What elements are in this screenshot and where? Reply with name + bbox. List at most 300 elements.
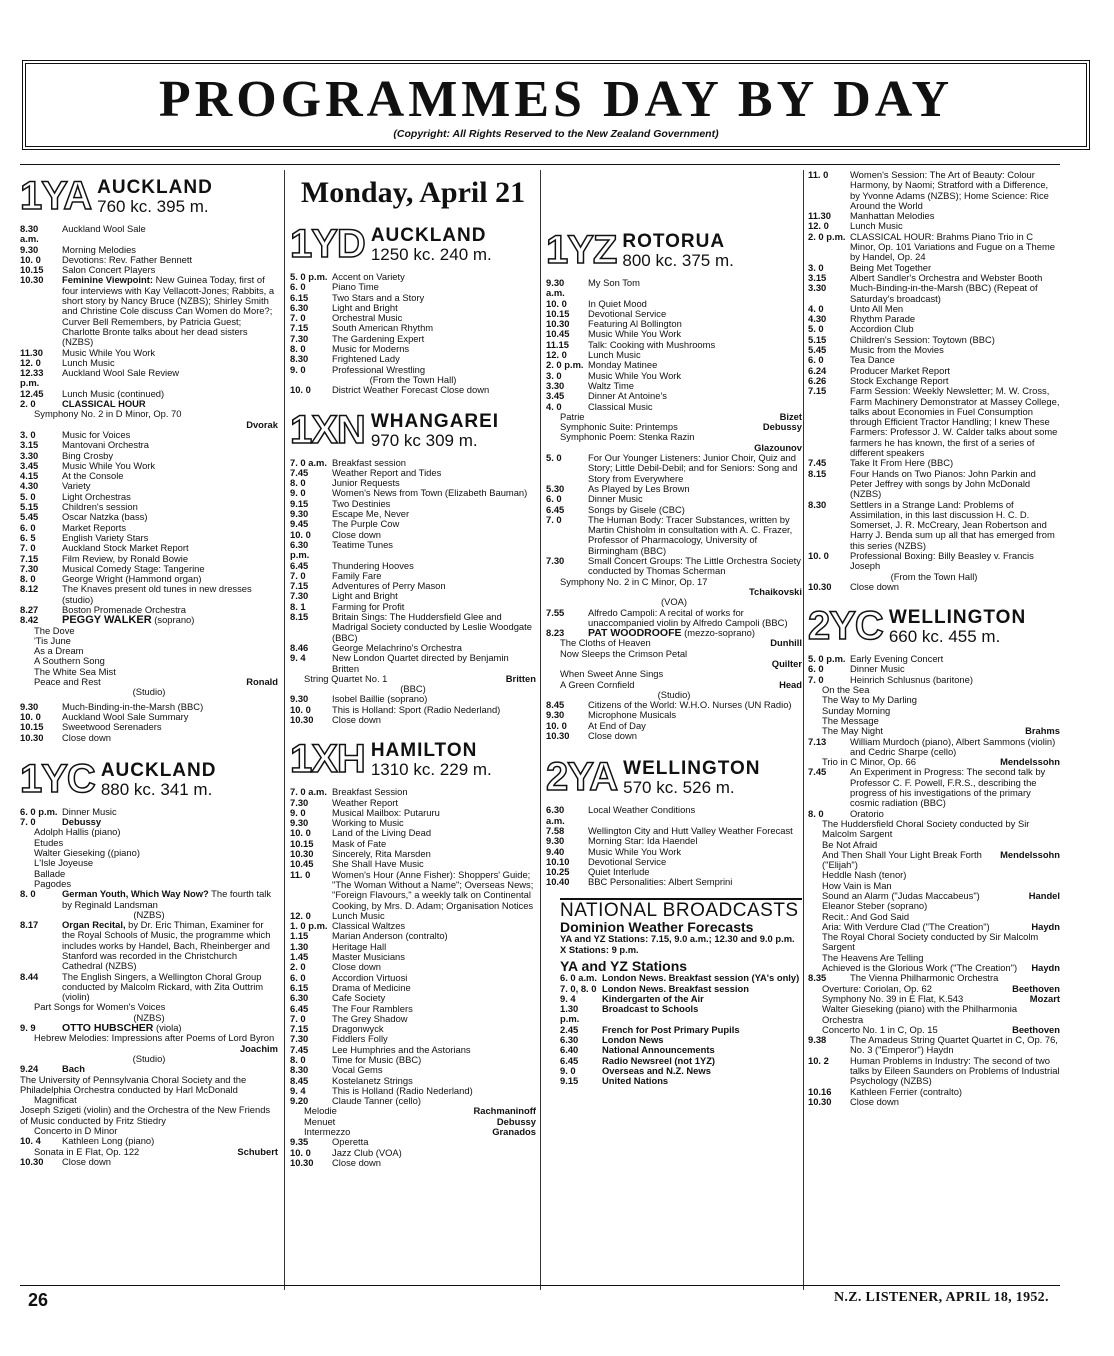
programme-title: Women's Session: The Art of Beauty: Colour Harmony, by Naomi; Stratford with a Difference, by Yvonne Adams (NZBS); Home Science: Rice Around the World: [850, 169, 1049, 211]
programme-time: 9.45: [290, 518, 309, 530]
programme-title: Microphone Musicals: [588, 709, 677, 721]
programme-title: Adventures of Perry Mason: [332, 580, 446, 592]
programme-description: The English Singers, a Wellington Choral Group conducted by Malcolm Rickard, with Zita Outtrim (violin): [62, 970, 264, 1003]
programme-list: [20, 224, 278, 275]
music-work: The Huddersfield Choral Society conducted by Sir Malcolm Sargent: [822, 817, 1030, 840]
programme-title: Weather Report: [332, 796, 399, 808]
programme-title: Take It From Here (BBC): [850, 457, 954, 469]
programme-title: CLASSICAL HOUR: Brahms Piano Trio in C Minor, Op. 101 Variations and Fugue on a Theme by Handel, Op. 24: [850, 230, 1055, 263]
programme-item: [808, 211, 1060, 221]
programme-time: 10.40: [546, 876, 570, 888]
programme-time: 7. 0: [290, 312, 306, 324]
music-work: Sound an Alarm ("Judas Maccabeus"): [822, 890, 980, 901]
programme-time: 6.30 p.m.: [290, 538, 310, 561]
list-line: Ballade: [34, 867, 66, 879]
programme-title: Tea Dance: [850, 354, 895, 366]
composer: Mendelssohn: [1000, 756, 1060, 768]
programme-time: 9. 0: [560, 1064, 576, 1076]
programme-time: 2. 0: [20, 398, 36, 410]
column-1: [20, 170, 278, 1167]
song-title: The May Night: [822, 725, 883, 737]
programme-title: Light and Bright: [332, 590, 398, 602]
programme-time: 1.30: [290, 940, 309, 952]
programme-time: 5.30: [546, 482, 565, 494]
programme-title: Feminine Viewpoint:: [62, 274, 153, 286]
programme-item: [290, 499, 536, 509]
song-line: [808, 726, 1060, 736]
programme-title: Fiddlers Folly: [332, 1033, 388, 1045]
programme-title: Operetta: [332, 1136, 369, 1148]
programme-title: Jazz Club (VOA): [332, 1146, 402, 1158]
programme-time: 3.45: [20, 459, 39, 471]
programme-time: 2. 0: [290, 961, 306, 973]
programme-item: [546, 494, 802, 504]
programme-title: Market Reports: [62, 521, 127, 533]
programme-item: [546, 721, 802, 731]
programme-time: 5.15: [20, 501, 39, 513]
programme-item: [20, 389, 278, 399]
programme-item: [546, 805, 802, 826]
programme-title: London News. Breakfast session: [602, 982, 749, 994]
station-name: WELLINGTON: [888, 607, 1027, 629]
music-work: Eleanor Steber (soprano): [822, 900, 928, 912]
column-4: [808, 170, 1060, 1107]
programme-title: At End of Day: [588, 719, 646, 731]
performer-role: (mezzo-soprano): [684, 627, 755, 639]
programme-item: [290, 272, 536, 282]
station-frequency: 800 kc. 375 m.: [622, 251, 734, 270]
programme-title: Land of the Living Dead: [332, 827, 432, 839]
station-callsign: 1YD: [290, 222, 365, 266]
programme-time: 9.30: [290, 817, 309, 829]
programme-title: Stock Exchange Report: [850, 374, 949, 386]
work-list: [20, 827, 278, 889]
work-line: [290, 1127, 536, 1137]
programme-time: 7.15: [290, 1023, 309, 1035]
music-work: Part Songs for Women's Voices: [34, 1001, 166, 1013]
programme-title: Close down: [850, 580, 899, 592]
programme-time: 9.15: [290, 497, 309, 509]
programme-title: Manhattan Melodies: [850, 210, 935, 222]
programme-time: 12. 0: [290, 909, 311, 921]
programme-list: [20, 430, 278, 615]
programme-item: [20, 224, 278, 245]
programme-title: Teatime Tunes: [332, 538, 393, 550]
programme-time: 7.45: [290, 466, 309, 478]
programme-title: This is Holland: Sport (Radio Nederland): [332, 703, 501, 715]
programme-time: 7. 0: [808, 673, 824, 685]
programme-item: [808, 1097, 1060, 1107]
programme-time: 6.45: [546, 503, 565, 515]
programme-title: Working to Music: [332, 817, 404, 829]
programme-title: Human Problems in Industry: The second of two talks by Eileen Saunders on Problems of Industrial Psychology (NZBS): [850, 1054, 1060, 1087]
column-2: [290, 170, 536, 1168]
composer: Dunhill: [770, 637, 802, 649]
programme-item: [546, 710, 802, 720]
programme-time: 7.55: [546, 606, 565, 618]
programme-list: [808, 1035, 1060, 1107]
programme-item: [808, 767, 1060, 808]
programme-time: 3. 0: [808, 261, 824, 273]
music-work: Be Not Afraid: [822, 838, 878, 850]
header-banner: [22, 60, 1090, 150]
list-line: Adolph Hallis (piano): [34, 826, 121, 838]
work-list: [808, 984, 1060, 1035]
programme-time: 6.24: [808, 364, 827, 376]
station-header: [20, 756, 278, 801]
programme-title: Time for Music (BBC): [332, 1054, 422, 1065]
programme-time: 3. 0: [20, 428, 36, 440]
programme-item: [290, 1065, 536, 1075]
song-list: [808, 685, 1060, 726]
programme-time: 6.26: [808, 374, 827, 386]
composer: Glazounov: [754, 441, 802, 453]
list-line: L'Isle Joyeuse: [34, 857, 94, 869]
programme-title: Marian Anderson (contralto): [332, 930, 448, 942]
composer: Debussy: [762, 421, 802, 433]
work-list: [290, 1106, 536, 1137]
programme-title: Local Weather Conditions: [588, 804, 696, 816]
programme-title: Dinner Music: [588, 493, 643, 505]
music-work: Melodie: [304, 1105, 337, 1117]
programme-item: [546, 391, 802, 401]
source-note: (VOA): [660, 596, 688, 608]
list-line: 'Tis June: [34, 634, 71, 646]
music-work: Recit.: And God Said: [822, 910, 910, 922]
song-list: [546, 638, 802, 689]
programme-item: [560, 1025, 802, 1035]
weather-times: YA and YZ Stations: 7.15, 9.0 a.m.; 12.30 and 9.0 p.m.: [560, 933, 795, 945]
programme-time: 9. 0: [290, 806, 306, 818]
programme-time: 12. 0: [546, 349, 567, 361]
station-header: [290, 224, 536, 264]
programme-item: [290, 1158, 536, 1168]
list-line: A Southern Song: [34, 655, 105, 667]
programme-time: 7.30: [290, 796, 309, 808]
programme-item: [546, 278, 802, 299]
programme-time: 5.45: [20, 511, 39, 523]
programme-time: 12.45: [20, 387, 44, 399]
programme-time: 5. 0 p.m.: [808, 653, 846, 665]
work-list: [546, 412, 802, 453]
programme-title: Two Stars and a Story: [332, 291, 425, 303]
station-header: [808, 604, 1060, 649]
music-work: Intermezzo: [304, 1126, 351, 1138]
programme-time: 10.30: [546, 318, 570, 330]
source-note: (BBC): [400, 683, 426, 695]
programme-time: 9.40: [546, 845, 565, 857]
programme-time: 6.30 a.m.: [546, 804, 565, 826]
music-work: Now Sleeps the Crimson Petal: [560, 647, 688, 659]
programme-time: 8.12: [20, 583, 39, 595]
song-title: Peace and Rest: [34, 676, 101, 688]
programme-time: 8.27: [20, 603, 39, 615]
programme-title: PAT WOODROOFE: [588, 627, 682, 640]
station-frequency: 760 kc. 395 m.: [97, 197, 209, 216]
programme-item: [20, 733, 278, 743]
programme-item: [290, 973, 536, 983]
programme-time: 10. 0: [20, 710, 41, 722]
programme-title: Organ Recital,: [62, 919, 126, 931]
programme-title: As Played by Les Brown: [588, 482, 690, 494]
programme-time: 7.58: [546, 824, 565, 836]
programme-title: German Youth, Which Way Now?: [62, 888, 209, 900]
source-note: (NZBS): [133, 1011, 165, 1023]
station-frequency: 970 kc 309 m.: [370, 430, 478, 450]
music-work: Hebrew Melodies: Impressions after Poems of Lord Byron: [34, 1032, 275, 1044]
programme-item: [290, 581, 536, 591]
programme-title: Wellington City and Hutt Valley Weather Forecast: [588, 824, 793, 836]
programme-time: 7.13: [808, 735, 827, 747]
programme-title: Farm Session: Weekly Newsletter; M. W. Cross, Farm Machinery Demonstrator at Massey College, talks about Economies in Fuel Consumption through Efficient Tractor Handling; I knew These Farmers: Professor J. W. Calder talks about some farmers he has known, the first of a series of different speakers: [850, 385, 1060, 459]
programme-title: Lunch Music: [332, 909, 385, 921]
station-name: ROTORUA: [622, 231, 726, 252]
programme-time: 9.30 a.m.: [546, 277, 565, 299]
copyright-notice: (Copyright: All Rights Reserved to the New Zealand Government): [393, 128, 719, 140]
programme-title: Isobel Baillie (soprano): [332, 693, 428, 705]
programme-title: Auckland Wool Sale: [62, 223, 146, 234]
programme-item: [20, 481, 278, 491]
programme-item: [290, 705, 536, 715]
station-header: [20, 176, 278, 216]
station-frequency: 570 kc. 526 m.: [623, 778, 735, 798]
programme-time: 9. 4: [290, 1084, 306, 1096]
programme-item: [808, 469, 1060, 500]
programme-title: The Knaves present old tunes in new dresses (studio): [62, 583, 252, 605]
programme-title: Classical Waltzes: [332, 920, 406, 932]
column-divider: [540, 170, 541, 1290]
programme-title: Kathleen Long (piano): [62, 1135, 155, 1147]
programme-time: 5. 0: [546, 452, 562, 464]
programme-item: [20, 543, 278, 553]
programme-time: 9.24: [20, 1063, 39, 1075]
programme-list: [546, 805, 802, 887]
programme-title: Quiet Interlude: [588, 866, 650, 878]
programme-item: [808, 232, 1060, 263]
composer: Haydn: [1031, 920, 1060, 932]
composer: Beethoven: [1012, 982, 1060, 994]
programme-time: 11.30: [808, 210, 831, 222]
programme-item: [290, 870, 536, 911]
programme-title: She Shall Have Music: [332, 858, 424, 870]
music-work: String Quartet No. 1: [304, 672, 388, 684]
programme-time: 9. 0: [290, 363, 306, 375]
programme-title: Music While You Work: [588, 845, 682, 857]
programme-item: [546, 453, 802, 484]
programme-time: 6. 0: [290, 971, 306, 983]
programme-time: 1.45: [290, 951, 309, 963]
programme-time: 9.20: [290, 1095, 309, 1107]
programme-title: For Our Younger Listeners: Junior Choir, Quiz and Story; Little Debil-Debil; and for Seniors: Song and Story from Everywhere: [588, 452, 798, 484]
work-line: [808, 1004, 1060, 1025]
programme-time: 7.15: [808, 385, 827, 397]
programme-time: 9. 0: [290, 487, 306, 499]
programme-item: [290, 1148, 536, 1158]
programme-time: 9.30: [546, 835, 565, 847]
programme-time: 6.15: [290, 291, 309, 303]
programme-title: Frightened Lady: [332, 353, 400, 365]
programme-item: [290, 488, 536, 498]
programme-item: [290, 983, 536, 993]
programme-title: Music for Moderns: [332, 343, 410, 355]
programme-time: 9. 4: [560, 992, 576, 1004]
composer: Ronald: [246, 676, 278, 688]
list-line: As a Dream: [34, 645, 84, 657]
programme-item: [546, 877, 802, 887]
programme-item: [808, 1087, 1060, 1097]
programme-time: 10. 0: [290, 827, 311, 839]
programme-time: 7.45: [808, 457, 827, 469]
performer-role: (viola): [156, 1022, 182, 1034]
programme-item: [20, 523, 278, 533]
work-line: [808, 932, 1060, 953]
station-callsign: 1YA: [20, 174, 92, 218]
programme-time: 8.15: [808, 467, 827, 479]
programme-title: Close down: [332, 528, 381, 540]
programme-title: Breakfast session: [332, 456, 406, 468]
programme-title: Devotional Service: [588, 307, 667, 319]
programme-title: English Variety Stars: [62, 531, 149, 543]
programme-time: 6.45: [290, 559, 309, 571]
programme-item: [20, 368, 278, 389]
song-list: [20, 626, 278, 677]
programme-time: 6.30: [560, 1034, 579, 1045]
programme-list: [546, 453, 802, 577]
music-work: The Heavens Are Telling: [822, 951, 924, 963]
programme-time: 3.30: [808, 282, 827, 294]
programme-title: Classical Music: [588, 400, 653, 412]
programme-time: 8.30: [290, 1064, 309, 1076]
programme-time: 10. 0: [290, 1146, 311, 1158]
programme-item: [808, 314, 1060, 324]
programme-title: Dinner Music: [850, 663, 905, 675]
programme-title: Master Musicians: [332, 951, 405, 963]
programme-title: Musical Mailbox: Putaruru: [332, 806, 440, 818]
programme-time: 7. 0: [546, 513, 562, 525]
station-callsign: 1XH: [290, 737, 365, 782]
programme-list: [290, 458, 536, 674]
programme-time: 6.45: [560, 1054, 579, 1066]
programme-title: Children's Session: Toytown (BBC): [850, 333, 995, 345]
programme-title: Boston Promenade Orchestra: [62, 603, 187, 615]
programme-item: [290, 1024, 536, 1034]
programme-time: 3.30: [546, 379, 565, 391]
station-header: [290, 737, 536, 782]
programme-item: [290, 808, 536, 818]
programme-title: Farming for Profit: [332, 600, 405, 612]
programme-item: [290, 303, 536, 313]
programme-title: Accent on Variety: [332, 271, 405, 282]
programme-description: The University of Pennsylvania Choral Society and the Philadelphia Orchestra conducted by Harl McDonald: [20, 1073, 247, 1095]
programme-time: 9.30: [20, 243, 39, 255]
music-work: Symphony No. 2 in C Minor, Op. 17: [560, 575, 708, 587]
programme-title: London News: [602, 1034, 664, 1045]
programme-title: The Gardening Expert: [332, 332, 425, 344]
programme-time: 11. 0: [290, 868, 311, 880]
list-line: Pagodes: [34, 877, 72, 889]
programme-title: Overseas and N.Z. News: [602, 1064, 711, 1076]
programme-time: 10.15: [546, 307, 570, 319]
music-work: Heddle Nash (tenor): [822, 869, 907, 881]
programme-item: [808, 500, 1060, 551]
programme-item: [546, 847, 802, 857]
programme-time: 7. 0: [290, 1012, 306, 1024]
programme-time: 10.15: [20, 264, 44, 276]
programme-list: [20, 702, 278, 743]
composer: Joachim: [239, 1042, 278, 1054]
programme-title: Alfredo Campoli: A recital of works for unaccompanied violin by Alfredo Campoli (BBC): [588, 606, 788, 628]
music-work: Overture: Coriolan, Op. 62: [822, 982, 932, 994]
programme-time: 8. 0: [290, 477, 306, 489]
programme-title: Broadcast to Schools: [602, 1003, 699, 1015]
programme-time: 9. 9: [20, 1022, 36, 1034]
composer: Brahms: [1025, 725, 1060, 737]
programme-title: Kathleen Ferrier (contralto): [850, 1085, 963, 1097]
programme-item: [560, 1004, 802, 1025]
programme-title: CLASSICAL HOUR: [62, 398, 146, 410]
programme-title: Much-Binding-in-the-Marsh (BBC) (Repeat of Saturday's broadcast): [850, 282, 1038, 304]
programme-time: 7.15: [290, 322, 309, 334]
station-name: AUCKLAND: [97, 177, 213, 198]
work-list: [808, 819, 1060, 973]
music-work: Trio in C Minor, Op. 66: [822, 756, 916, 768]
programme-item: [546, 857, 802, 867]
programme-item: [808, 170, 1060, 211]
composer: Rachmaninoff: [473, 1105, 536, 1117]
list-line: On the Sea: [822, 684, 870, 696]
programme-time: 10.30: [808, 580, 832, 592]
programme-title: Featuring Al Bollington: [588, 318, 682, 330]
programme-item: [290, 530, 536, 540]
programme-time: 10.30: [20, 1155, 44, 1167]
station-name: WHANGAREI: [370, 410, 500, 432]
programme-title: Music from the Movies: [850, 344, 944, 356]
programme-title: Music for Voices: [62, 428, 131, 440]
music-work: Aria: With Verdure Clad ("The Creation"): [822, 920, 990, 932]
programme-item: [20, 807, 278, 817]
programme-time: 10. 0: [808, 549, 829, 561]
programme-list: [20, 348, 278, 399]
programme-title: United Nations: [602, 1075, 669, 1087]
programme-time: 7. 0: [20, 542, 36, 554]
programme-time: 10.45: [546, 328, 570, 340]
programme-title: Four Hands on Two Pianos: John Parkin and Peter Jeffrey with songs by John McDonald (NZBS): [850, 467, 1036, 500]
programme-title: Lunch Music: [588, 349, 641, 361]
music-work: Concerto No. 1 in C, Op. 15: [822, 1023, 938, 1035]
work-line: [808, 819, 1060, 840]
programme-time: 10.15: [20, 721, 44, 733]
programme-title: Kindergarten of the Air: [602, 992, 704, 1004]
composer: Quilter: [771, 657, 802, 669]
programme-time: 10.25: [546, 866, 570, 878]
programme-title: District Weather Forecast Close down: [332, 384, 490, 396]
programme-item: [20, 348, 278, 358]
programme-list: [290, 1137, 536, 1168]
music-work: Symphony No. 2 in D Minor, Op. 70: [34, 408, 182, 420]
programme-time: 6. 0: [290, 281, 306, 293]
programme-item: [290, 962, 536, 972]
programme-list: [808, 767, 1060, 818]
programme-item: [290, 519, 536, 529]
programme-title: South American Rhythm: [332, 322, 434, 334]
programme-title: Music While You Work: [588, 369, 682, 381]
composer: Schubert: [237, 1145, 278, 1157]
programme-time: 7.45: [290, 1043, 309, 1055]
station-frequency: 1250 kc. 240 m.: [370, 245, 492, 264]
station-frequency: 1310 kc. 229 m.: [370, 760, 492, 780]
programme-title: Small Concert Groups: The Little Orchestra Society conducted by Thomas Scherman: [588, 555, 801, 577]
programme-time: 9.30: [546, 709, 565, 721]
